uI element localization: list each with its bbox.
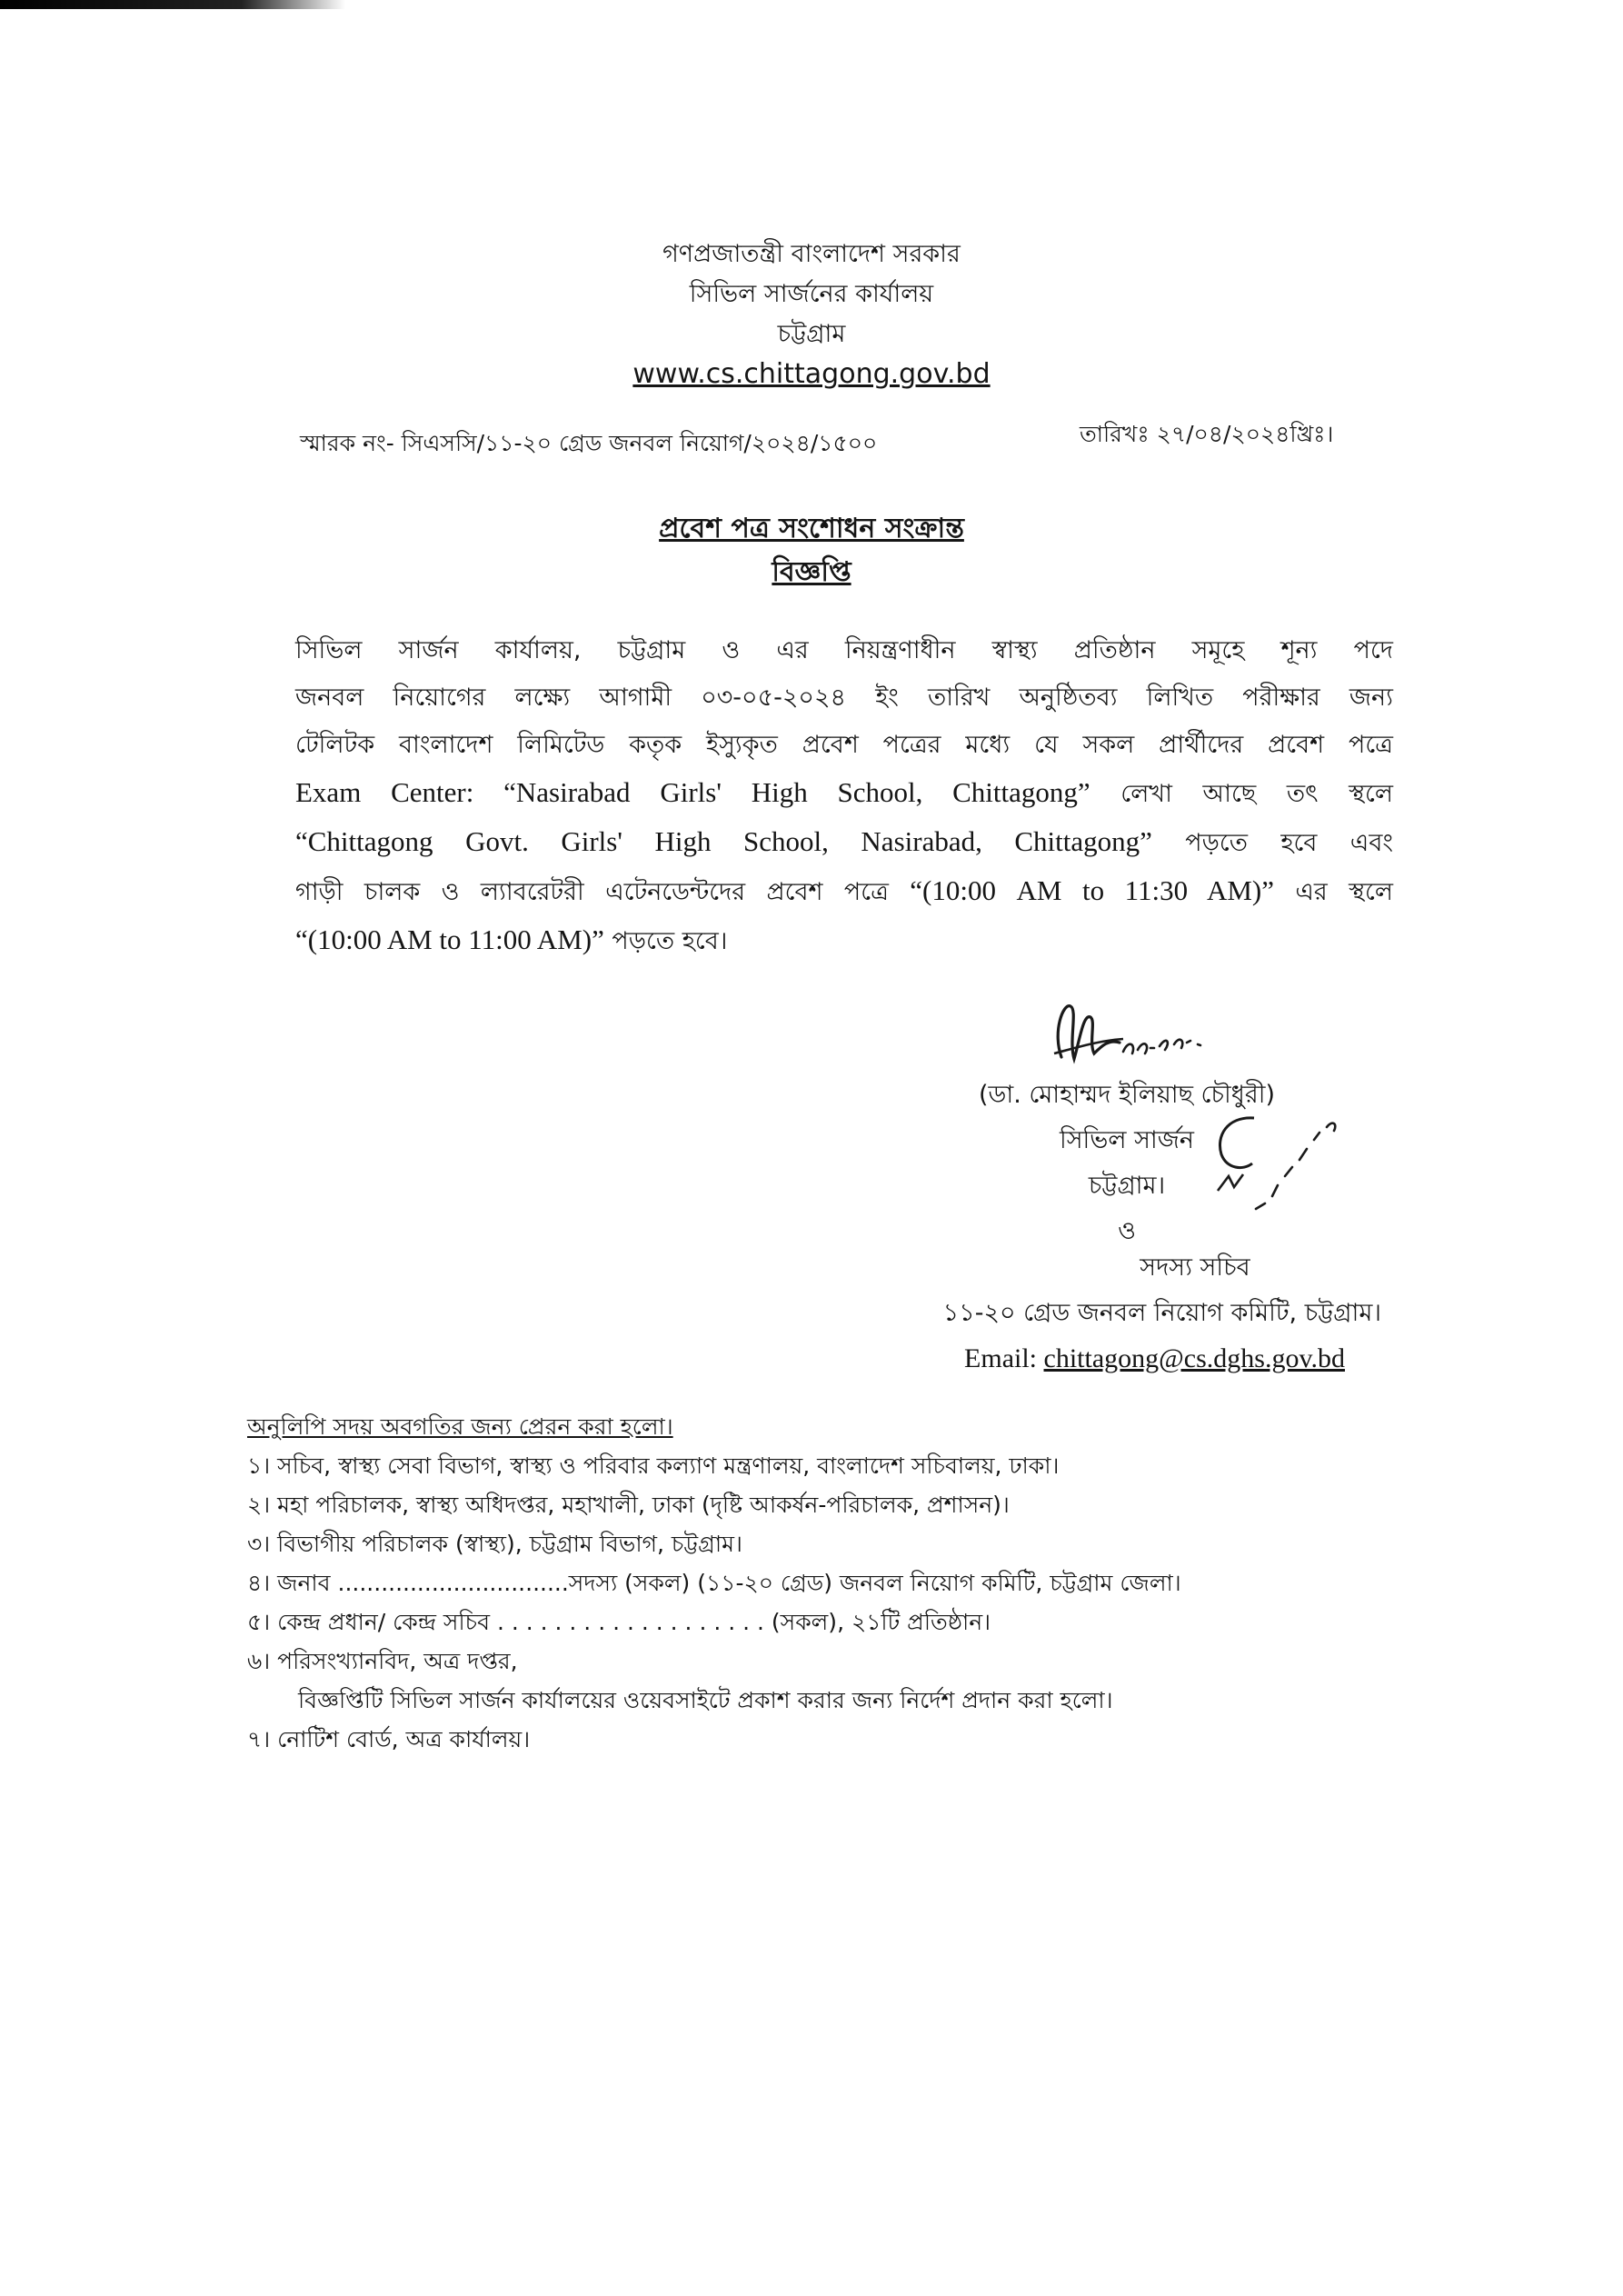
body-text-fragment: গাড়ী চালক ও ল্যাবরেটরী এটেনডেন্টদের প্রবেশ পত্রে <box>295 878 911 906</box>
email-label: Email: <box>964 1343 1044 1373</box>
letterhead <box>0 235 1623 395</box>
body-line: জনবল নিয়োগের লক্ষ্যে আগামী ০৩-০৫-২০২৪ ইং তারিখ অনুষ্ঠিতব্য লিখিত পরীক্ষার জন্য <box>295 684 1393 712</box>
website-link[interactable]: www.cs.chittagong.gov.bd <box>632 358 991 390</box>
copy-to-item: ৬। পরিসংখ্যানবিদ, অত্র দপ্তর, <box>247 1648 518 1674</box>
body-line <box>295 867 1393 916</box>
committee-role: সদস্য সচিব <box>1140 1253 1250 1282</box>
body-line: সিভিল সার্জন কার্যালয়, চট্টগ্রাম ও এর নিয়ন্ত্রণাধীন স্বাস্থ্য প্রতিষ্ঠান সমূহে শূন্য পদে <box>295 636 1393 664</box>
notice-title <box>0 507 1623 594</box>
signature-mark <box>1036 986 1254 1077</box>
copy-to-item-note: বিজ্ঞপ্তিটি সিভিল সার্জন কার্যালয়ের ওয়েবসাইটে প্রকাশ করার জন্য নির্দেশ প্রদান করা হলো। <box>298 1687 1113 1713</box>
copy-to-item: ৭। নোটিশ বোর্ড, অত্র কার্যালয়। <box>247 1726 531 1752</box>
committee-block <box>800 1245 1381 1382</box>
copy-to-item: ৪। জনাব ................................সদস্য (সকল) (১১-২০ গ্রেড) জনবল নিয়োগ কমিটি, চট্টগ্রাম জেলা। <box>247 1570 1181 1596</box>
signatory-name: (ডা. মোহাম্মদ ইলিয়াছ চৌধুরী) <box>978 1081 1276 1109</box>
memo-number: স্মারক নং- সিএসসি/১১-২০ গ্রেড জনবল নিয়োগ/২০২৪/১৫০০ <box>300 430 878 456</box>
body-text-fragment: এর স্থলে <box>1274 878 1393 906</box>
office-name: সিভিল সার্জনের কার্যালয় <box>689 280 934 308</box>
new-exam-time: “(10:00 AM to 11:00 AM)” <box>295 923 604 955</box>
committee-name: ১১-২০ গ্রেড জনবল নিয়োগ কমিটি, চট্টগ্রাম। <box>942 1299 1381 1327</box>
copy-to-item: ১। সচিব, স্বাস্থ্য সেবা বিভাগ, স্বাস্থ্য ও পরিবার কল্যাণ মন্ত্রণালয়, বাংলাদেশ সচিবালয়, ঢাকা। <box>247 1452 1060 1479</box>
conjunction: ও <box>1118 1217 1136 1245</box>
copy-to-section <box>247 1407 1429 1759</box>
office-city: চট্টগ্রাম <box>777 320 846 348</box>
memo-date: তারিখঃ ২৭/০৪/২০২৪খ্রিঃ। <box>1080 421 1334 447</box>
signatory-designation: সিভিল সার্জন <box>1059 1126 1195 1154</box>
notice-body <box>295 627 1393 965</box>
new-exam-center: “Chittagong Govt. Girls' High School, Nasirabad, Chittagong” <box>295 825 1152 857</box>
body-line <box>295 916 1393 965</box>
signatory-location: চট্টগ্রাম। <box>1088 1172 1166 1200</box>
body-text-fragment: পড়তে হবে এবং <box>1151 829 1393 857</box>
government-name: গণপ্রজাতন্ত্রী বাংলাদেশ সরকার <box>662 240 961 268</box>
body-line <box>295 769 1393 818</box>
notice-subject: প্রবেশ পত্র সংশোধন সংক্রান্ত <box>659 513 964 544</box>
copy-to-item: ২। মহা পরিচালক, স্বাস্থ্য অধিদপ্তর, মহাখালী, ঢাকা (দৃষ্টি আকর্ষন-পরিচালক, প্রশাসন)। <box>247 1492 1010 1518</box>
old-exam-center: Exam Center: “Nasirabad Girls' High School, Chittagong” <box>295 776 1090 808</box>
scan-edge-mark <box>0 0 345 9</box>
email-line <box>800 1336 1381 1382</box>
copy-to-item: ৩। বিভাগীয় পরিচালক (স্বাস্থ্য), চট্টগ্রাম বিভাগ, চট্টগ্রাম। <box>247 1531 742 1557</box>
old-exam-time: “(10:00 AM to 11:30 AM)” <box>910 874 1275 906</box>
body-text-fragment: পড়তে হবে। <box>603 927 728 955</box>
signatory-block <box>936 1073 1318 1254</box>
body-line <box>295 818 1393 867</box>
email-link[interactable]: chittagong@cs.dghs.gov.bd <box>1043 1343 1345 1373</box>
notice-type: বিজ্ঞপ্তি <box>772 556 851 588</box>
body-text-fragment: লেখা আছে তৎ স্থলে <box>1090 780 1393 808</box>
copy-to-heading: অনুলিপি সদয় অবগতির জন্য প্রেরন করা হলো। <box>247 1413 673 1440</box>
body-line: টেলিটক বাংলাদেশ লিমিটেড কতৃক ইস্যুকৃত প্রবেশ পত্রের মধ্যে যে সকল প্রার্থীদের প্রবেশ পত্রে <box>295 731 1393 759</box>
copy-to-item: ৫। কেন্দ্র প্রধান/ কেন্দ্র সচিব . . . . . . . . . . . . . . . . . . . (সকল), ২১টি প্রতিষ্ঠান। <box>247 1609 991 1635</box>
